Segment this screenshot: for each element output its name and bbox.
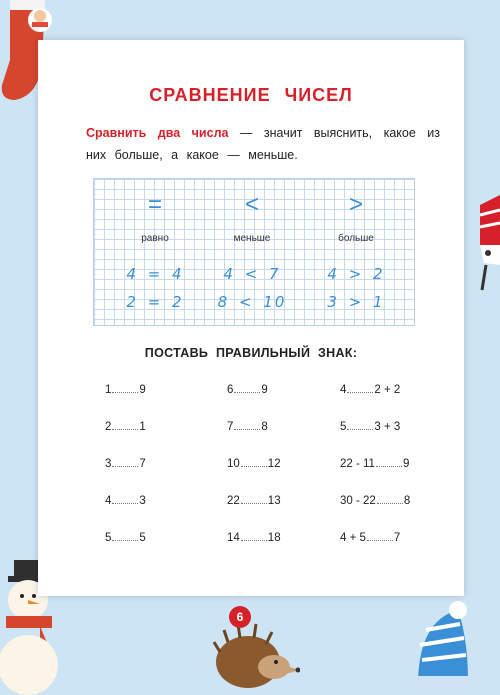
comparison-grid	[93, 178, 415, 326]
answer-blank	[347, 392, 373, 393]
task-item[interactable]: 14 18	[227, 532, 281, 544]
task-item[interactable]: 4 3	[105, 495, 146, 507]
example-greater-1: 4 > 2	[327, 265, 385, 283]
hedgehog-illustration	[208, 612, 300, 695]
word-less: меньше	[233, 233, 271, 244]
answer-blank	[112, 392, 138, 393]
answer-blank	[234, 392, 260, 393]
task-item[interactable]: 5 3 + 3	[340, 421, 401, 433]
gnome-illustration	[470, 195, 500, 295]
answer-blank	[234, 429, 260, 430]
answer-blank	[376, 466, 402, 467]
intro-rest: — значит выяснить, какое из них больше, а какое — меньше.	[86, 126, 440, 162]
less-than-sign: <	[244, 191, 259, 218]
task-item[interactable]: 6 9	[227, 384, 268, 396]
example-greater-2: 3 > 1	[327, 293, 385, 311]
answer-blank	[377, 503, 403, 504]
task-item[interactable]: 22 - 11 9	[340, 458, 410, 470]
page-title: СРАВНЕНИЕ ЧИСЕЛ	[149, 85, 353, 105]
task-item[interactable]: 4 2 + 2	[340, 384, 401, 396]
example-equal-2: 2 = 2	[126, 293, 184, 311]
intro-highlight: Сравнить два числа	[86, 126, 229, 140]
example-less-1: 4 < 7	[223, 265, 281, 283]
answer-blank	[241, 540, 267, 541]
answer-blank	[241, 503, 267, 504]
task-title: ПОСТАВЬ ПРАВИЛЬНЫЙ ЗНАК:	[144, 346, 358, 360]
answer-blank	[112, 429, 138, 430]
task-item[interactable]: 4 + 5 7	[340, 532, 401, 544]
example-less-2: 8 < 10	[217, 293, 287, 311]
winter-hat-illustration	[408, 600, 478, 695]
task-item[interactable]: 10 12	[227, 458, 281, 470]
example-equal-1: 4 = 4	[126, 265, 184, 283]
answer-blank	[241, 466, 267, 467]
greater-than-sign: >	[348, 191, 363, 218]
worksheet-page	[38, 40, 464, 596]
intro-text	[86, 122, 440, 166]
task-item[interactable]: 22 13	[227, 495, 281, 507]
task-item[interactable]: 30 - 22 8	[340, 495, 411, 507]
answer-blank	[112, 503, 138, 504]
task-item[interactable]: 1 9	[105, 384, 146, 396]
task-item[interactable]: 5 5	[105, 532, 146, 544]
task-item[interactable]: 3 7	[105, 458, 146, 470]
word-greater: больше	[338, 233, 374, 244]
answer-blank	[112, 466, 138, 467]
word-equal: равно	[141, 233, 169, 244]
task-item[interactable]: 2 1	[105, 421, 146, 433]
page-number: 6	[229, 606, 251, 628]
answer-blank	[347, 429, 373, 430]
answer-blank	[112, 540, 138, 541]
answer-blank	[367, 540, 393, 541]
equal-sign: =	[147, 191, 162, 218]
task-item[interactable]: 7 8	[227, 421, 268, 433]
